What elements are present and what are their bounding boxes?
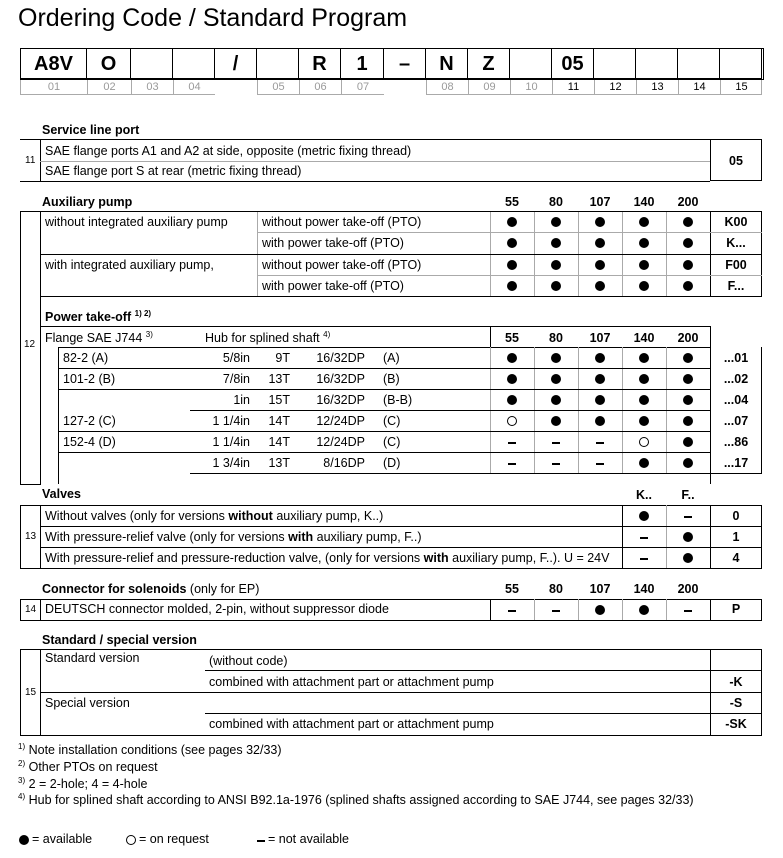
on-request-circle-icon xyxy=(639,437,649,447)
code-position-number: 10 xyxy=(510,80,552,95)
divider xyxy=(20,620,762,621)
divider xyxy=(40,505,41,569)
pto-flange: 82-2 (A) xyxy=(63,351,109,365)
pto-class: (B) xyxy=(383,372,400,386)
available-dot-icon xyxy=(551,217,561,227)
divider xyxy=(20,505,762,506)
divider xyxy=(40,211,762,212)
available-dot-icon xyxy=(639,353,649,363)
available-dot-icon xyxy=(639,374,649,384)
divider xyxy=(40,296,762,297)
pto-hub-label: Hub for splined shaft $^{4)}$ xyxy=(205,330,331,346)
available-dot-icon xyxy=(595,395,605,405)
divider xyxy=(40,326,710,327)
pto-class: (D) xyxy=(383,456,401,470)
size-header: 200 xyxy=(677,331,699,345)
divider xyxy=(20,649,762,650)
pto-flange: 152-4 (D) xyxy=(63,435,116,449)
pto-code: ...04 xyxy=(723,393,749,407)
code-position-number: 04 xyxy=(173,80,215,95)
size-header: 140 xyxy=(633,331,655,345)
divider xyxy=(761,80,762,95)
available-dot-icon xyxy=(595,374,605,384)
connector-code: P xyxy=(731,602,741,616)
code-cell xyxy=(720,48,762,79)
available-dot-icon xyxy=(683,374,693,384)
available-dot-icon xyxy=(507,238,517,248)
pto-class: (A) xyxy=(383,351,400,365)
divider xyxy=(40,599,41,620)
aux-code: F... xyxy=(727,279,745,293)
divider xyxy=(622,505,623,569)
pto-flange: 101-2 (B) xyxy=(63,372,116,386)
code-position-number: 01 xyxy=(20,80,87,95)
not-available-dash-icon xyxy=(684,610,692,612)
available-dot-icon xyxy=(507,281,517,291)
available-dot-icon xyxy=(507,260,517,270)
divider xyxy=(40,547,762,548)
row-number: 15 xyxy=(25,687,37,698)
available-dot-icon xyxy=(595,217,605,227)
code-cell: 1 xyxy=(341,48,384,79)
connector-row-label: DEUTSCH connector molded, 2-pin, without suppressor diode xyxy=(45,602,389,616)
pto-dp: 12/24DP xyxy=(316,435,365,449)
row-number: 13 xyxy=(25,531,37,542)
pto-class: (C) xyxy=(383,435,401,449)
divider xyxy=(205,670,762,671)
available-dot-icon xyxy=(551,281,561,291)
pto-inch: 1 1/4in xyxy=(212,414,250,428)
divider xyxy=(58,368,711,369)
divider xyxy=(490,326,491,347)
available-dot-icon xyxy=(551,395,561,405)
divider xyxy=(666,599,667,620)
pto-inch: 1in xyxy=(233,393,250,407)
available-dot-icon xyxy=(683,437,693,447)
page-title: Ordering Code / Standard Program xyxy=(18,4,408,32)
combined-label: combined with attachment part or attachment pump xyxy=(209,675,494,689)
on-request-circle-icon xyxy=(507,416,517,426)
available-dot-icon xyxy=(19,835,29,845)
code-cell xyxy=(636,48,678,79)
divider xyxy=(58,431,711,432)
connector-title: Connector for solenoids (only for EP) xyxy=(42,582,260,596)
valve-col-header: K.. xyxy=(636,488,652,502)
size-header: 107 xyxy=(589,582,611,596)
available-dot-icon xyxy=(683,281,693,291)
divider xyxy=(190,410,711,411)
divider xyxy=(205,713,762,714)
available-dot-icon xyxy=(683,458,693,468)
code-position-number: 15 xyxy=(720,80,762,95)
code-cell: R xyxy=(299,48,341,79)
available-dot-icon xyxy=(683,395,693,405)
code-position-number: 07 xyxy=(341,80,384,95)
valve-code: 1 xyxy=(732,530,740,544)
not-available-dash-icon xyxy=(508,442,516,444)
pto-teeth: 15T xyxy=(268,393,290,407)
available-dot-icon xyxy=(639,217,649,227)
service-title: Service line port xyxy=(42,123,140,137)
not-available-dash-icon xyxy=(640,558,648,560)
pto-teeth: 13T xyxy=(268,456,290,470)
code-position-number: 13 xyxy=(636,80,678,95)
divider xyxy=(666,505,667,569)
pto-dp: 12/24DP xyxy=(316,414,365,428)
service-code: 05 xyxy=(729,154,743,168)
version-code-s: -S xyxy=(729,696,743,710)
available-dot-icon xyxy=(551,416,561,426)
code-cell xyxy=(510,48,552,79)
divider xyxy=(20,211,21,485)
available-dot-icon xyxy=(683,260,693,270)
code-position-number: 02 xyxy=(87,80,131,95)
divider xyxy=(490,599,491,620)
available-dot-icon xyxy=(639,458,649,468)
version-code-sk: -SK xyxy=(725,717,747,731)
divider xyxy=(761,347,762,473)
code-cell: A8V xyxy=(20,48,87,79)
size-header: 80 xyxy=(549,582,563,596)
on-request-circle-icon xyxy=(126,835,136,845)
pto-code: ...17 xyxy=(723,456,749,470)
not-available-dash-icon xyxy=(508,610,516,612)
not-available-dash-icon xyxy=(684,516,692,518)
valve-row-label: Without valves (only for versions without auxiliary pump, K..) xyxy=(45,509,384,523)
pto-dp: 16/32DP xyxy=(316,351,365,365)
available-dot-icon xyxy=(683,238,693,248)
divider xyxy=(20,735,762,736)
available-dot-icon xyxy=(639,395,649,405)
not-available-dash-icon xyxy=(596,442,604,444)
pto-dp: 16/32DP xyxy=(316,372,365,386)
available-dot-icon xyxy=(595,260,605,270)
code-cell: Z xyxy=(468,48,510,79)
legend-available: = available xyxy=(32,832,93,846)
valve-col-header: F.. xyxy=(681,488,695,502)
code-cell: O xyxy=(87,48,131,79)
version-code-k: -K xyxy=(729,675,743,689)
not-available-dash-icon xyxy=(596,463,604,465)
code-cell xyxy=(257,48,299,79)
available-dot-icon xyxy=(595,281,605,291)
not-available-dash-icon xyxy=(552,463,560,465)
available-dot-icon xyxy=(639,416,649,426)
available-dot-icon xyxy=(683,353,693,363)
available-dot-icon xyxy=(683,416,693,426)
pto-inch: 1 3/4in xyxy=(212,456,250,470)
service-line2: SAE flange port S at rear (metric fixing thread) xyxy=(45,164,302,178)
available-dot-icon xyxy=(507,353,517,363)
pto-teeth: 14T xyxy=(268,414,290,428)
combined-label: combined with attachment part or attachment pump xyxy=(209,717,494,731)
divider xyxy=(20,139,710,140)
aux-row-pto: with power take-off (PTO) xyxy=(262,279,404,293)
available-dot-icon xyxy=(639,238,649,248)
size-header: 55 xyxy=(505,582,519,596)
divider xyxy=(40,254,762,255)
available-dot-icon xyxy=(683,217,693,227)
divider xyxy=(622,599,623,620)
available-dot-icon xyxy=(683,532,693,542)
divider xyxy=(578,599,579,620)
divider xyxy=(20,505,21,569)
available-dot-icon xyxy=(595,416,605,426)
divider xyxy=(20,599,21,620)
code-position-number: 11 xyxy=(552,80,594,95)
without-code-label: (without code) xyxy=(209,654,288,668)
pto-code: ...07 xyxy=(723,414,749,428)
size-header: 140 xyxy=(633,195,655,209)
divider xyxy=(20,181,710,182)
code-position-number: 09 xyxy=(468,80,510,95)
divider xyxy=(257,275,762,276)
pto-inch: 7/8in xyxy=(222,372,250,386)
not-available-dash-icon xyxy=(640,537,648,539)
code-position-number: 08 xyxy=(426,80,468,95)
divider xyxy=(20,568,762,569)
aux-row-pto: with power take-off (PTO) xyxy=(262,236,404,250)
divider xyxy=(58,347,711,348)
pto-inch: 5/8in xyxy=(222,351,250,365)
pto-class: (C) xyxy=(383,414,401,428)
code-cell: 05 xyxy=(552,48,594,79)
divider xyxy=(20,649,21,736)
valve-code: 4 xyxy=(732,551,740,565)
footnote-4: $^{4)}$ Hub for splined shaft according to ANSI B92.1a-1976 (splined shafts assigned according to SAE J744, see pages 32/33) xyxy=(18,792,694,808)
size-header: 80 xyxy=(549,195,563,209)
size-header: 55 xyxy=(505,195,519,209)
standard-version-label: Standard version xyxy=(45,651,140,665)
available-dot-icon xyxy=(639,511,649,521)
available-dot-icon xyxy=(551,374,561,384)
pto-dp: 16/32DP xyxy=(316,393,365,407)
code-position-number: 14 xyxy=(678,80,720,95)
valves-title: Valves xyxy=(42,487,81,501)
valve-code: 0 xyxy=(732,509,740,523)
footnote-2: $^{2)}$ Other PTOs on request xyxy=(18,759,158,775)
divider xyxy=(20,211,41,212)
code-position-number: 05 xyxy=(257,80,299,95)
not-available-dash-icon xyxy=(257,840,265,842)
size-header: 140 xyxy=(633,582,655,596)
divider xyxy=(58,389,711,390)
size-header: 107 xyxy=(589,195,611,209)
aux-code: F00 xyxy=(725,258,747,272)
divider xyxy=(40,211,41,484)
available-dot-icon xyxy=(639,281,649,291)
available-dot-icon xyxy=(639,260,649,270)
divider xyxy=(58,452,711,453)
valve-row-label: With pressure-relief valve (only for versions with auxiliary pump, F..) xyxy=(45,530,422,544)
aux-row-label: without integrated auxiliary pump xyxy=(45,215,228,229)
not-available-dash-icon xyxy=(552,610,560,612)
pto-teeth: 14T xyxy=(268,435,290,449)
footnote-3: $^{3)}$ 2 = 2-hole; 4 = 4-hole xyxy=(18,776,148,792)
pto-inch: 1 1/4in xyxy=(212,435,250,449)
size-header: 107 xyxy=(589,331,611,345)
divider xyxy=(534,599,535,620)
available-dot-icon xyxy=(639,605,649,615)
size-header: 80 xyxy=(549,331,563,345)
aux-code: K00 xyxy=(724,215,748,229)
available-dot-icon xyxy=(683,553,693,563)
footnote-1: $^{1)}$ Note installation conditions (see pages 32/33) xyxy=(18,742,282,758)
pto-teeth: 13T xyxy=(268,372,290,386)
code-cell xyxy=(594,48,636,79)
aux-row-pto: without power take-off (PTO) xyxy=(262,258,422,272)
divider xyxy=(20,484,41,485)
available-dot-icon xyxy=(507,217,517,227)
divider xyxy=(490,473,762,474)
not-available-dash-icon xyxy=(508,463,516,465)
code-position-number: 12 xyxy=(594,80,636,95)
size-header: 200 xyxy=(677,582,699,596)
available-dot-icon xyxy=(595,238,605,248)
code-position-number: 06 xyxy=(299,80,341,95)
size-header: 55 xyxy=(505,331,519,345)
aux-title: Auxiliary pump xyxy=(42,195,133,209)
available-dot-icon xyxy=(595,353,605,363)
special-version-label: Special version xyxy=(45,696,130,710)
divider xyxy=(40,161,710,162)
pto-title: Power take-off $^{1) 2)}$ xyxy=(45,309,152,325)
available-dot-icon xyxy=(551,238,561,248)
code-cell: N xyxy=(426,48,468,79)
available-dot-icon xyxy=(507,395,517,405)
pto-code: ...86 xyxy=(723,435,749,449)
code-cell xyxy=(173,48,215,79)
legend-on-request: = on request xyxy=(139,832,209,846)
code-cell: / xyxy=(215,48,257,79)
row-number: 12 xyxy=(24,339,36,350)
row-number: 11 xyxy=(25,155,36,166)
available-dot-icon xyxy=(551,260,561,270)
size-header: 200 xyxy=(677,195,699,209)
divider xyxy=(40,526,762,527)
pto-flange: 127-2 (C) xyxy=(63,414,116,428)
available-dot-icon xyxy=(507,374,517,384)
code-position-number: 03 xyxy=(131,80,173,95)
aux-row-label: with integrated auxiliary pump, xyxy=(45,258,214,272)
aux-row-pto: without power take-off (PTO) xyxy=(262,215,422,229)
pto-code: ...02 xyxy=(723,372,749,386)
divider xyxy=(40,692,762,693)
version-title: Standard / special version xyxy=(42,633,197,647)
pto-class: (B-B) xyxy=(383,393,413,407)
code-cell xyxy=(678,48,720,79)
pto-flange-label: Flange SAE J744 $^{3)}$ xyxy=(45,330,153,346)
aux-code: K... xyxy=(726,236,746,250)
not-available-dash-icon xyxy=(552,442,560,444)
pto-dp: 8/16DP xyxy=(323,456,365,470)
code-cell: – xyxy=(384,48,426,79)
available-dot-icon xyxy=(551,353,561,363)
pto-code: ...01 xyxy=(723,351,749,365)
service-line1: SAE flange ports A1 and A2 at side, opposite (metric fixing thread) xyxy=(45,144,412,158)
row-number: 14 xyxy=(25,604,37,615)
available-dot-icon xyxy=(595,605,605,615)
code-cell xyxy=(131,48,173,79)
divider xyxy=(257,232,762,233)
pto-teeth: 9T xyxy=(275,351,290,365)
divider xyxy=(20,599,762,600)
legend-not-available: = not available xyxy=(268,832,349,846)
valve-row-label: With pressure-relief and pressure-reduction valve, (only for versions with auxiliary pump, F..). U = 24V xyxy=(45,551,610,565)
